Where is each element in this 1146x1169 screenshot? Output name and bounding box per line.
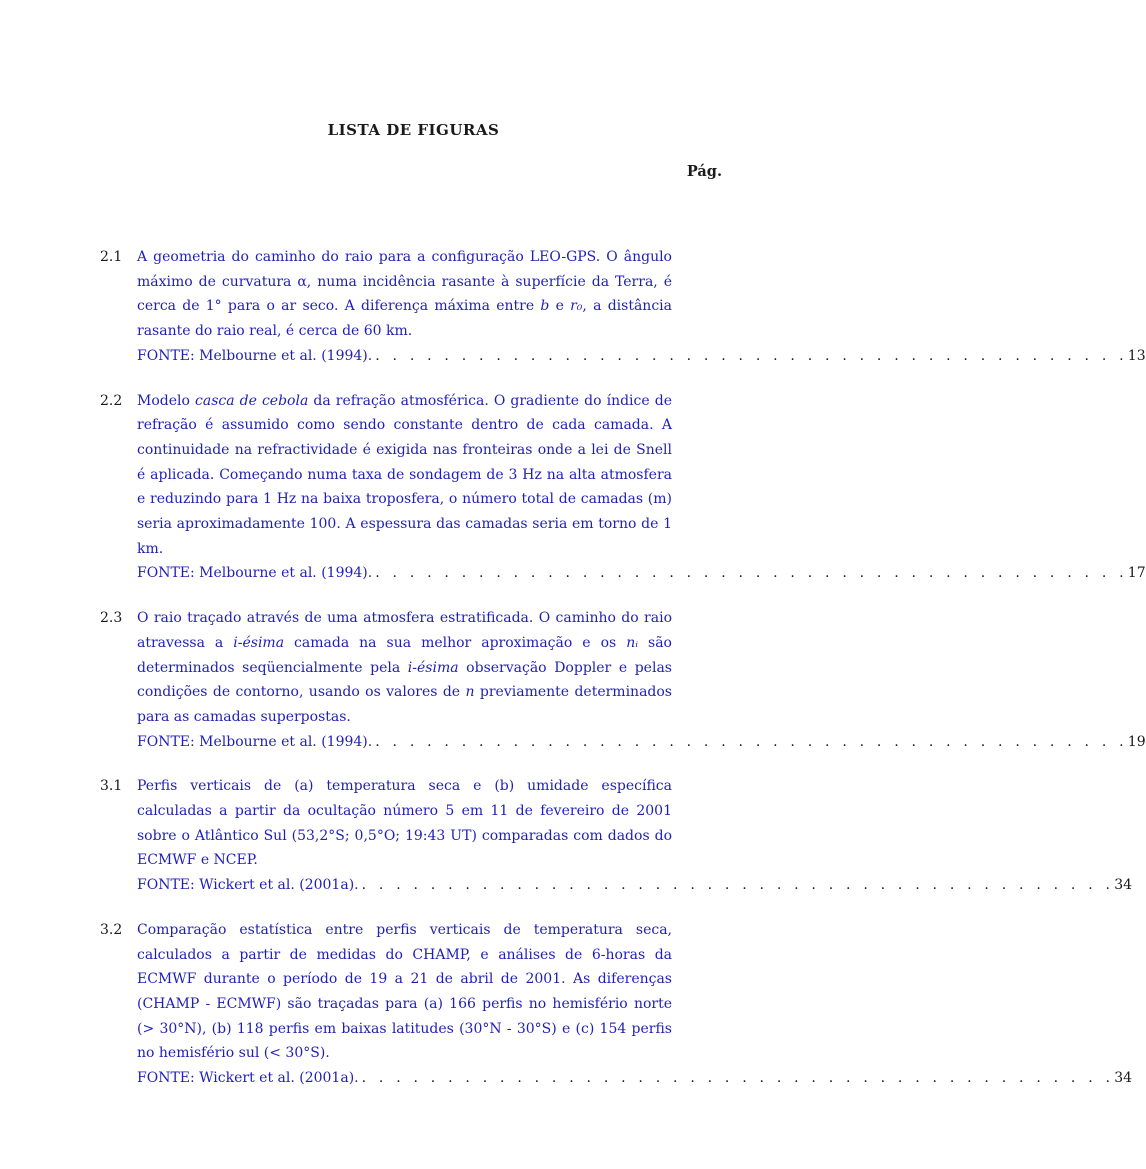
page-column-header: Pág. (686, 163, 722, 180)
figure-source[interactable]: FONTE: Melbourne et al. (1994). (137, 347, 373, 364)
page-number: 34 (1114, 877, 1133, 894)
page-number: 19 (1127, 733, 1146, 750)
page-number: 13 (1127, 347, 1146, 364)
figure-source[interactable]: FONTE: Melbourne et al. (1994). (137, 565, 373, 582)
list-item[interactable] (100, 918, 1133, 1091)
page-title: LISTA DE FIGURAS (327, 121, 500, 139)
list-item[interactable] (100, 245, 1146, 369)
list-item[interactable] (100, 606, 1146, 754)
figure-list (100, 245, 1146, 1111)
list-item[interactable] (100, 774, 1133, 898)
figure-number: 3.1 (100, 778, 123, 795)
figure-source[interactable]: FONTE: Wickert et al. (2001a). (137, 877, 359, 894)
figure-source-line (137, 1066, 1133, 1091)
figure-number: 2.2 (100, 392, 123, 409)
figure-caption[interactable]: Comparação estatística entre perfis verticais de temperatura seca, calculados a partir de medidas do CHAMP, e análises de 6-horas da ECMWF durante o período de 19 a 21 de abril de 2001. As diferenças (CHAMP - ECMWF) são traçadas para (a) 166 perfis no hemisfério norte (> 30°N), (b) 118 perfis em baixas latitudes (30°N - 30°S) e (c) 154 perfis no hemisfério sul (< 30°S). (137, 921, 672, 1062)
figure-caption[interactable]: A geometria do caminho do raio para a configuração LEO-GPS. O ângulo máximo de curvatura α, numa incidência rasante à superfície da Terra, é cerca de 1° para o ar seco. A diferença máxima entre b e r₀, a distância rasante do raio real, é cerca de 60 km. (137, 249, 672, 340)
figure-caption[interactable]: Perfis verticais de (a) temperatura seca e (b) umidade específica calculadas a partir da ocultação número 5 em 11 de fevereiro de 2001 sobre o Atlântico Sul (53,2°S; 0,5°O; 19:43 UT) comparadas com dados do ECMWF e NCEP. (137, 778, 672, 869)
figure-source-line (137, 873, 1133, 898)
figure-source[interactable]: FONTE: Melbourne et al. (1994). (137, 733, 373, 750)
figure-caption[interactable]: O raio traçado através de uma atmosfera estratificada. O caminho do raio atravessa a i-ésima camada na sua melhor aproximação e os nᵢ são determinados seqüencialmente pela i-ésima observação Doppler e pelas condições de contorno, usando os valores de n previamente determinados para as camadas superpostas. (137, 610, 672, 725)
figure-source-line (137, 561, 1146, 586)
leader-dots: . . . . . . . . . . . . . . . . . . . . . . . . . . . . . . . . . . . . . . . . . . . . (361, 1070, 1115, 1087)
figure-source-line (137, 730, 1146, 755)
page-number: 34 (1114, 1070, 1133, 1087)
list-item[interactable] (100, 389, 1146, 587)
page-number: 17 (1127, 565, 1146, 582)
figure-source[interactable]: FONTE: Wickert et al. (2001a). (137, 1070, 359, 1087)
leader-dots: . . . . . . . . . . . . . . . . . . . . . . . . . . . . . . . . . . . . . . . . . . . . (375, 565, 1128, 582)
figure-source-line (137, 344, 1146, 369)
figure-caption[interactable]: Modelo casca de cebola da refração atmosférica. O gradiente do índice de refração é assumido como sendo constante dentro de cada camada. A continuidade na refractividade é exigida nas fronteiras onde a lei de Snell é aplicada. Começando numa taxa de sondagem de 3 Hz na alta atmosfera e reduzindo para 1 Hz na baixa troposfera, o número total de camadas (m) seria aproximadamente 100. A espessura das camadas seria em torno de 1 km. (137, 392, 672, 557)
leader-dots: . . . . . . . . . . . . . . . . . . . . . . . . . . . . . . . . . . . . . . . . . . . . (361, 877, 1115, 894)
figure-number: 3.2 (100, 921, 123, 938)
figure-number: 2.3 (100, 610, 123, 627)
leader-dots: . . . . . . . . . . . . . . . . . . . . . . . . . . . . . . . . . . . . . . . . . . . . (375, 733, 1128, 750)
leader-dots: . . . . . . . . . . . . . . . . . . . . . . . . . . . . . . . . . . . . . . . . . . . . (375, 347, 1128, 364)
figure-number: 2.1 (100, 249, 123, 265)
